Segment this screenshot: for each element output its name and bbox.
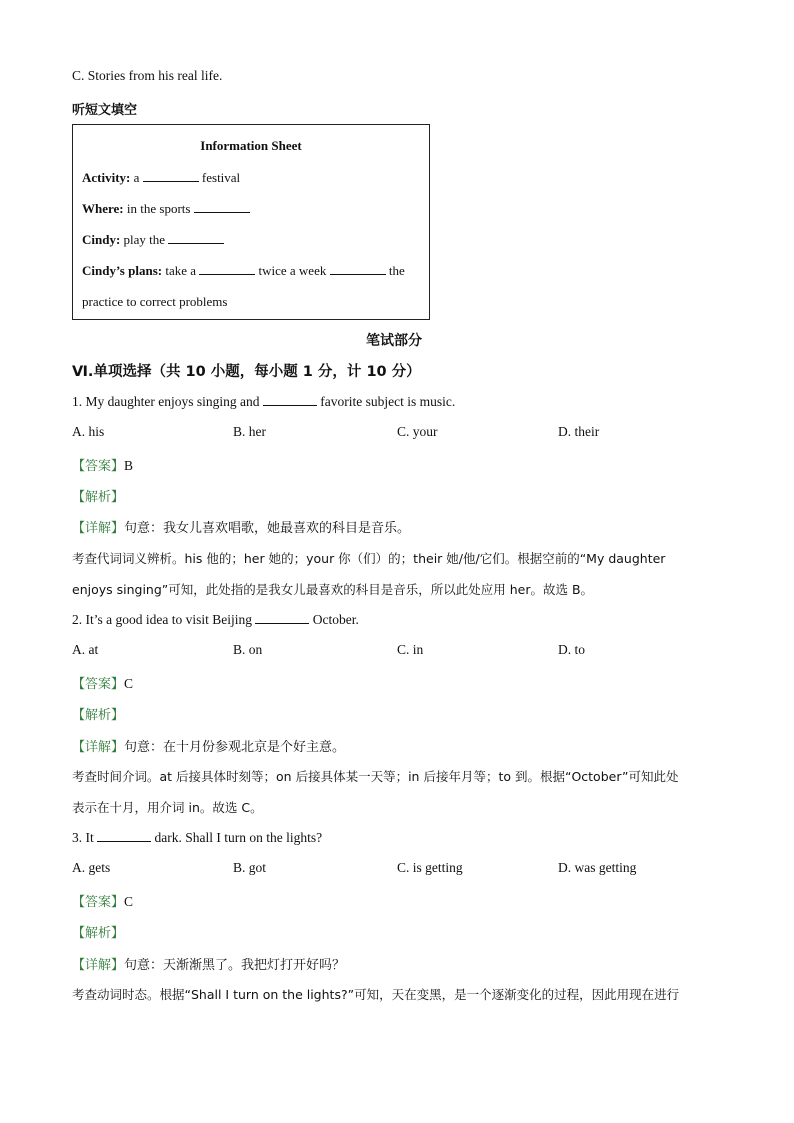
question-3-answer: [72, 891, 133, 910]
question-3-option-b[interactable]: B. got: [233, 860, 267, 875]
question-3-option-a[interactable]: A. gets: [72, 860, 111, 875]
question-2-option-d[interactable]: D. to: [558, 642, 585, 657]
detail-tag: 【详解】: [72, 740, 125, 755]
activity-blank[interactable]: [143, 169, 199, 182]
answer-tag: 【答案】: [72, 895, 125, 910]
question-2-text-pre: 2. It’s a good idea to visit Beijing: [72, 612, 256, 627]
question-2-explanation-line-1: 考查时间介词。at 后接具体时刻等；on 后接具体某一天等；in 后接年月等；to 到。根据“October”可知此处: [72, 769, 679, 784]
plans-text-post: the: [385, 263, 405, 278]
question-3-options: [0, 860, 794, 878]
where-blank[interactable]: [194, 200, 250, 213]
previous-question-option-c: C. Stories from his real life.: [72, 68, 223, 83]
detail-text: 句意：在十月份参观北京是个好主意。: [124, 740, 346, 755]
question-3-text-pre: 3. It: [72, 830, 98, 845]
activity-label: Activity:: [82, 170, 131, 185]
question-1-option-a[interactable]: A. his: [72, 424, 105, 439]
plans-text-pre: take a: [162, 263, 200, 278]
cindy-text: play the: [120, 232, 169, 247]
question-1-text-pre: 1. My daughter enjoys singing and: [72, 394, 263, 409]
plans-label: Cindy’s plans:: [82, 263, 163, 278]
answer-tag: 【答案】: [72, 677, 125, 692]
activity-row: [82, 169, 240, 186]
where-row: [82, 200, 250, 217]
question-3-blank[interactable]: [97, 829, 151, 842]
activity-text-post: festival: [198, 170, 241, 185]
plans-row: [82, 262, 405, 279]
detail-text: 句意：我女儿喜欢唱歌，她最喜欢的科目是音乐。: [124, 521, 411, 536]
question-2-blank[interactable]: [255, 611, 309, 624]
question-1-answer: [72, 455, 133, 474]
question-1-option-b[interactable]: B. her: [233, 424, 266, 439]
question-1-explanation-line-1: 考查代词词义辨析。his 他的；her 她的；your 你（们）的；their 她/他/它们。根据空前的“My daughter: [72, 551, 666, 566]
cindy-label: Cindy:: [82, 232, 121, 247]
question-2-explanation-line-2: 表示在十月，用介词 in。故选 C。: [72, 800, 263, 815]
question-2-analysis-tag: 【解析】: [72, 708, 125, 723]
question-3-option-c[interactable]: C. is getting: [397, 860, 463, 875]
question-3-text-post: dark. Shall I turn on the lights?: [151, 830, 323, 845]
question-2-option-b[interactable]: B. on: [233, 642, 263, 657]
question-2-option-a[interactable]: A. at: [72, 642, 99, 657]
section-heading-vi: Ⅵ.单项选择（共 10 小题，每小题 1 分，计 10 分）: [72, 364, 421, 380]
answer-value: C: [124, 676, 134, 691]
question-1-detail: [72, 517, 410, 536]
question-3-analysis-tag: 【解析】: [72, 926, 125, 941]
cindy-row: [82, 231, 224, 248]
question-1-options: [0, 424, 794, 442]
plans-blank-2[interactable]: [330, 262, 386, 275]
question-1-text-post: favorite subject is music.: [316, 394, 456, 409]
detail-tag: 【详解】: [72, 958, 125, 973]
question-1-option-d[interactable]: D. their: [558, 424, 600, 439]
question-3-option-d[interactable]: D. was getting: [558, 860, 637, 875]
detail-text: 句意：天渐渐黑了。我把灯打开好吗？: [124, 958, 346, 973]
question-2-answer: [72, 673, 133, 692]
question-2-detail: [72, 736, 345, 755]
where-text: in the sports: [123, 201, 194, 216]
question-3-detail: [72, 954, 345, 973]
question-1-explanation-line-2: enjoys singing”可知，此处指的是我女儿最喜欢的科目是音乐，所以此处应用 her。故选 B。: [72, 582, 594, 597]
plans-text-mid: twice a week: [255, 263, 330, 278]
plans-row-line2: practice to correct problems: [82, 294, 228, 309]
question-2-options: [0, 642, 794, 660]
question-1-option-c[interactable]: C. your: [397, 424, 438, 439]
detail-tag: 【详解】: [72, 521, 125, 536]
answer-value: B: [124, 458, 134, 473]
activity-text-pre: a: [130, 170, 143, 185]
question-3: [72, 829, 322, 846]
written-part-heading: 笔试部分: [366, 333, 422, 349]
information-sheet-title: Information Sheet: [200, 138, 302, 153]
question-2: [72, 611, 359, 628]
answer-tag: 【答案】: [72, 459, 125, 474]
cindy-blank[interactable]: [168, 231, 224, 244]
answer-value: C: [124, 894, 134, 909]
section-heading-listening: 听短文填空: [72, 103, 138, 118]
question-1: [72, 393, 455, 410]
question-1-analysis-tag: 【解析】: [72, 490, 125, 505]
question-1-blank[interactable]: [263, 393, 317, 406]
where-label: Where:: [82, 201, 124, 216]
plans-blank-1[interactable]: [199, 262, 255, 275]
question-2-option-c[interactable]: C. in: [397, 642, 424, 657]
question-3-explanation-line-1: 考查动词时态。根据“Shall I turn on the lights?”可知，天在变黑，是一个逐渐变化的过程，因此用现在进行: [72, 987, 680, 1002]
information-sheet-box: [72, 124, 430, 320]
question-2-text-post: October.: [309, 612, 359, 627]
